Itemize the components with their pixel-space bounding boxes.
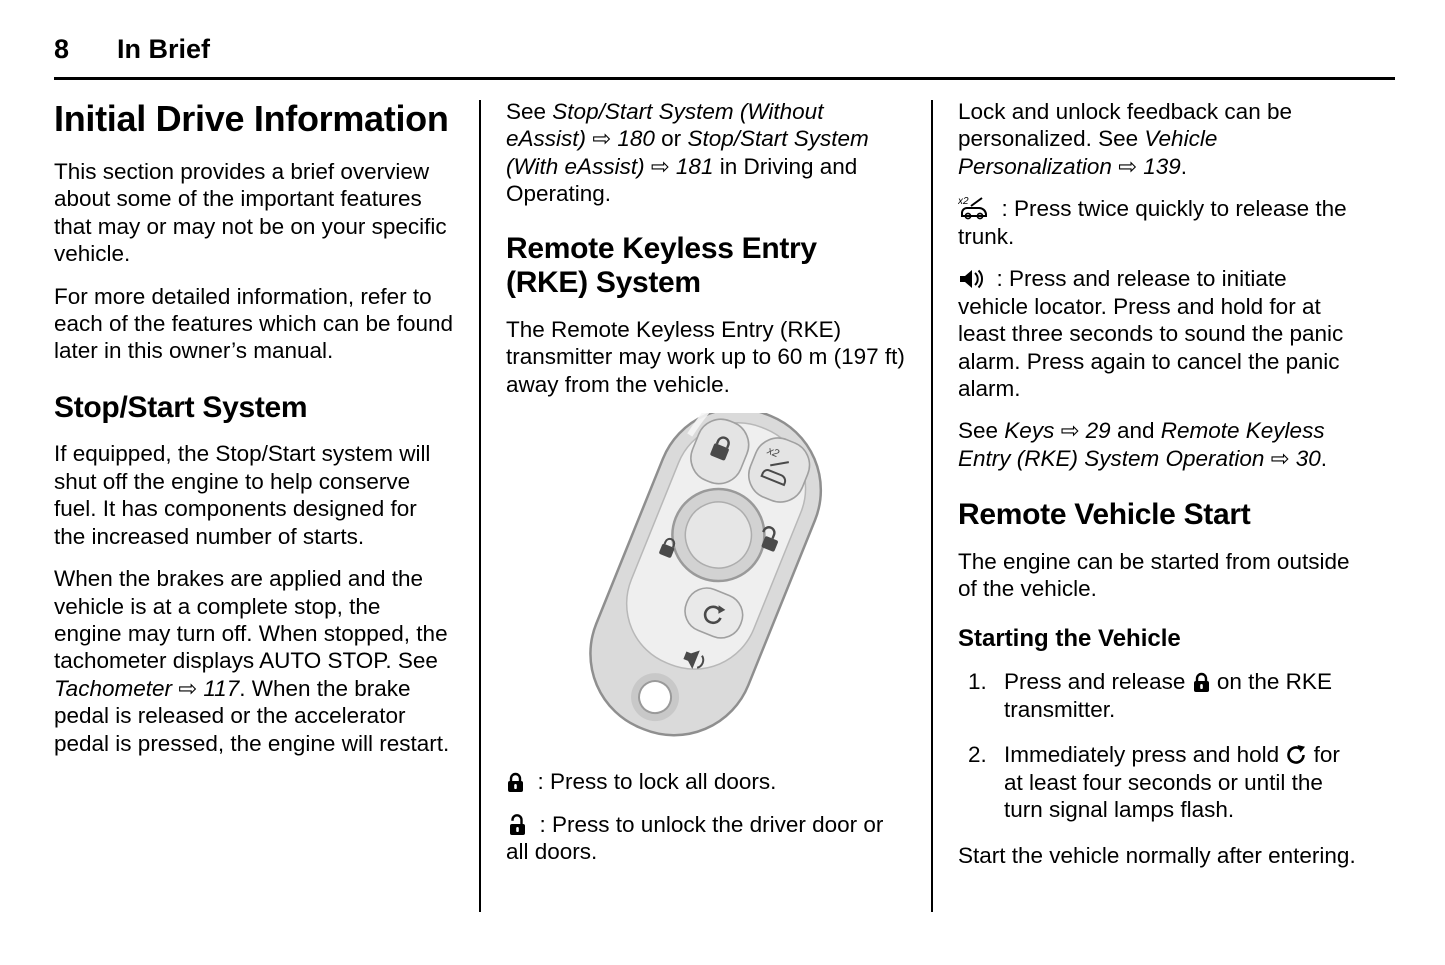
step-text: Immediately press and hold for at least four seconds or until the turn signal lamps flash.: [1004, 742, 1340, 823]
column-divider: [479, 100, 481, 912]
heading-starting-the-vehicle: Starting the Vehicle: [958, 624, 1181, 652]
step-text: Press and release on the RKE transmitter.: [1004, 669, 1332, 722]
column-1: [54, 98, 454, 912]
unlock-instruction: : Press to unlock the driver door or all doors.: [506, 811, 884, 864]
column-3: [958, 98, 1358, 912]
panic-alarm-icon: [958, 268, 984, 290]
svg-text:x2: x2: [765, 444, 781, 461]
paragraph-overview: This section provides a brief overview about some of the important features that may or may not be on your specific vehicle.: [54, 158, 447, 267]
trunk-instruction: x2 : Press twice quickly to release the trunk.: [958, 196, 1347, 249]
step-2: [958, 741, 1358, 823]
lock-instruction: : Press to lock all doors.: [506, 768, 906, 795]
page-number: 8: [54, 34, 70, 64]
heading-rke-system: Remote Keyless Entry (RKE) System: [506, 231, 817, 300]
unlock-icon: [506, 814, 527, 836]
heading-initial-drive-information: Initial Drive Information: [54, 98, 449, 139]
panic-instruction: : Press and release to initiate vehicle locator. Press and hold for at least three seconds to sound the panic alarm. Press again to cancel the panic alarm.: [958, 266, 1344, 401]
key-fob-illustration: [520, 413, 892, 743]
section-title: In Brief: [117, 34, 211, 64]
step-number: 1.: [968, 669, 987, 695]
remote-start-icon: [1285, 744, 1307, 766]
step-1: [958, 668, 1358, 723]
paragraph-see-keys: See Keys ⇨ 29 and Remote Keyless Entry (RKE) System Operation ⇨ 30.: [958, 418, 1327, 471]
paragraph-start-normally: Start the vehicle normally after entering.: [958, 842, 1356, 868]
paragraph-more-info: For more detailed information, refer to each of the features which can be found later in this owner’s manual.: [54, 283, 454, 364]
paragraph-stop-start-references: See Stop/Start System (Without eAssist) ⇨ 180 or Stop/Start System (With eAssist) ⇨ 181 in Driving and Operating.: [506, 99, 869, 207]
heading-stop-start-system: Stop/Start System: [54, 390, 308, 424]
svg-text:x2: x2: [958, 196, 969, 208]
step-number: 2.: [968, 742, 987, 768]
paragraph-rke-range: The Remote Keyless Entry (RKE) transmitter may work up to 60 m (197 ft) away from the vehicle.: [506, 316, 905, 397]
lock-icon: [1192, 671, 1211, 693]
paragraph-feedback-personalized: Lock and unlock feedback can be personalized. See Vehicle Personalization ⇨ 139.: [958, 99, 1292, 179]
lock-icon: [506, 771, 525, 793]
page-header: [54, 34, 1395, 80]
paragraph-stop-start-2: When the brakes are applied and the vehicle is at a complete stop, the engine may turn off. When stopped, the tachometer displays AUTO STOP. See Tachometer ⇨ 117. When the brake pedal is released or the accelerator pedal is pressed, the engine will restart.: [54, 566, 450, 756]
column-divider: [931, 100, 933, 912]
key-fob-figure: [506, 413, 906, 748]
column-2: [506, 98, 906, 912]
paragraph-stop-start-1: If equipped, the Stop/Start system will shut off the engine to help conserve fuel. It has components designed for the increased number of starts.: [54, 441, 431, 549]
heading-remote-vehicle-start: Remote Vehicle Start: [958, 498, 1251, 532]
starting-steps: [958, 668, 1358, 823]
three-column-layout: [54, 98, 1395, 912]
paragraph-engine-start: The engine can be started from outside of the vehicle.: [958, 548, 1350, 602]
trunk-release-icon: [958, 195, 989, 220]
